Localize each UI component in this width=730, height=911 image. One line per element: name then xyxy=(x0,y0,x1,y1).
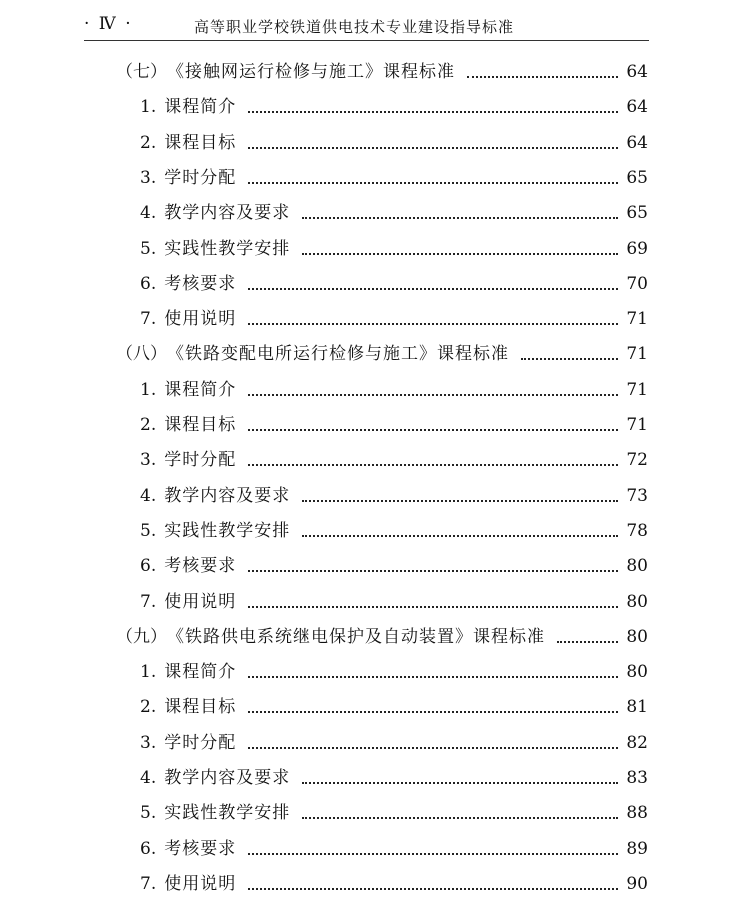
dot-leader xyxy=(248,710,618,713)
toc-entry-page-number: 65 xyxy=(626,167,648,188)
toc-entry-title: 实践性教学安排 xyxy=(164,520,291,541)
dot-leader xyxy=(248,322,618,325)
toc-entry-title: 学时分配 xyxy=(164,167,237,188)
toc-entry-title: 课程简介 xyxy=(164,662,237,683)
toc-entry-number: 2. xyxy=(140,132,157,153)
toc-entry-page-number: 64 xyxy=(626,97,648,118)
toc-entry-title: 课程目标 xyxy=(164,415,237,435)
toc-entry-title: 教学内容及要求 xyxy=(164,485,291,506)
toc-section-entry xyxy=(140,235,648,261)
toc-entry-number: 1. xyxy=(140,97,157,118)
toc-entry-number: 7. xyxy=(140,309,157,330)
toc-entry-page-number: 82 xyxy=(626,732,648,753)
dot-leader xyxy=(467,75,618,78)
toc-section-entry xyxy=(140,764,648,790)
toc-entry-number: （八） xyxy=(116,344,167,365)
toc-section-entry xyxy=(140,305,648,331)
toc-entry-title: 使用说明 xyxy=(164,591,237,612)
toc-entry-number: 1. xyxy=(140,662,157,683)
toc-entry-title: 考核要求 xyxy=(164,838,237,859)
toc-entry-title: 使用说明 xyxy=(164,309,237,330)
toc-entry-page-number: 71 xyxy=(626,415,648,435)
dot-leader xyxy=(248,605,618,608)
toc-entry-number: （七） xyxy=(116,62,167,82)
toc-entry-page-number: 64 xyxy=(626,62,648,82)
toc-section-entry xyxy=(140,870,648,896)
toc-entry-title: 考核要求 xyxy=(164,556,237,577)
toc-entry-number: 4. xyxy=(140,768,157,788)
toc-section-entry xyxy=(140,588,648,614)
toc-chapter-entry xyxy=(116,340,648,366)
dot-leader xyxy=(302,534,618,537)
toc-entry-number: 3. xyxy=(140,732,157,753)
toc-entry-number: 6. xyxy=(140,273,157,294)
toc-entry-number: 2. xyxy=(140,415,157,435)
toc-entry-title: 课程简介 xyxy=(164,379,237,400)
toc-section-entry xyxy=(140,482,648,508)
toc-entry-title: 《铁路变配电所运行检修与施工》课程标准 xyxy=(167,344,509,365)
dot-leader xyxy=(302,781,618,784)
dot-leader xyxy=(248,181,618,184)
toc-entry-page-number: 73 xyxy=(626,485,648,506)
dot-leader xyxy=(302,216,618,219)
dot-leader xyxy=(248,675,618,678)
toc-entry-title: 教学内容及要求 xyxy=(164,203,291,224)
toc-section-entry xyxy=(140,199,648,225)
toc-entry-page-number: 88 xyxy=(626,803,648,824)
toc-section-entry xyxy=(140,376,648,402)
toc-entry-page-number: 81 xyxy=(626,697,648,718)
toc-section-entry xyxy=(140,552,648,578)
toc-section-entry xyxy=(140,270,648,296)
dot-leader xyxy=(302,499,618,502)
toc-section-entry xyxy=(140,799,648,825)
toc-entry-number: 4. xyxy=(140,485,157,506)
toc-entry-title: 教学内容及要求 xyxy=(164,768,291,788)
toc-entry-title: 课程目标 xyxy=(164,697,237,718)
dot-leader xyxy=(521,357,618,360)
toc-entry-page-number: 71 xyxy=(626,379,648,400)
toc-entry-number: 4. xyxy=(140,203,157,224)
toc-entry-page-number: 69 xyxy=(626,238,648,259)
dot-leader xyxy=(248,110,618,113)
toc-entry-number: 5. xyxy=(140,238,157,259)
dot-leader xyxy=(248,463,618,466)
page-header xyxy=(84,10,649,41)
toc-section-entry xyxy=(140,446,648,472)
toc-entry-page-number: 71 xyxy=(626,309,648,330)
toc-section-entry xyxy=(140,658,648,684)
toc-entry-title: 学时分配 xyxy=(164,450,237,471)
toc-section-entry xyxy=(140,129,648,155)
toc-entry-page-number: 80 xyxy=(626,626,648,647)
toc-chapter-entry xyxy=(116,58,648,84)
toc-entry-page-number: 72 xyxy=(626,450,648,471)
toc-entry-title: 课程目标 xyxy=(164,132,237,153)
dot-leader xyxy=(248,428,618,431)
toc-entry-page-number: 70 xyxy=(626,273,648,294)
toc-entry-page-number: 80 xyxy=(626,556,648,577)
toc-entry-page-number: 90 xyxy=(626,873,648,894)
toc-entry-number: 3. xyxy=(140,167,157,188)
toc-entry-title: 课程简介 xyxy=(164,97,237,118)
dot-leader xyxy=(248,569,618,572)
toc-entry-page-number: 64 xyxy=(626,132,648,153)
toc-entry-title: 实践性教学安排 xyxy=(164,238,291,259)
dot-leader xyxy=(557,640,618,643)
toc-entry-page-number: 80 xyxy=(626,591,648,612)
dot-leader xyxy=(302,816,618,819)
toc-entry-page-number: 65 xyxy=(626,203,648,224)
toc-entry-page-number: 78 xyxy=(626,520,648,541)
toc-entry-page-number: 80 xyxy=(626,662,648,683)
toc-section-entry xyxy=(140,517,648,543)
dot-leader xyxy=(248,146,618,149)
dot-leader xyxy=(302,252,618,255)
dot-leader xyxy=(248,746,618,749)
toc-entry-number: 5. xyxy=(140,803,157,824)
toc-entry-number: （九） xyxy=(116,626,167,647)
toc-entry-number: 7. xyxy=(140,591,157,612)
toc-entry-page-number: 89 xyxy=(626,838,648,859)
toc-section-entry xyxy=(140,693,648,719)
toc-entry-page-number: 71 xyxy=(626,344,648,365)
toc-entry-title: 《铁路供电系统继电保护及自动装置》课程标准 xyxy=(167,626,545,647)
toc-entry-title: 学时分配 xyxy=(164,732,237,753)
dot-leader xyxy=(248,287,618,290)
running-title: 高等职业学校铁道供电技术专业建设指导标准 xyxy=(194,18,515,36)
toc-entry-title: 实践性教学安排 xyxy=(164,803,291,824)
toc-section-entry xyxy=(140,93,648,119)
dot-leader xyxy=(248,887,618,890)
toc-section-entry xyxy=(140,411,648,437)
toc-section-entry xyxy=(140,835,648,861)
page-number-roman: · Ⅳ · xyxy=(84,14,133,34)
toc-section-entry xyxy=(140,729,648,755)
toc-entry-number: 7. xyxy=(140,873,157,894)
toc-entry-number: 6. xyxy=(140,556,157,577)
toc-entry-number: 5. xyxy=(140,520,157,541)
toc-chapter-entry xyxy=(116,623,648,649)
toc-entry-number: 2. xyxy=(140,697,157,718)
toc-entry-number: 3. xyxy=(140,450,157,471)
toc-entry-number: 6. xyxy=(140,838,157,859)
toc-entry-number: 1. xyxy=(140,379,157,400)
toc-entry-title: 使用说明 xyxy=(164,873,237,894)
dot-leader xyxy=(248,852,618,855)
toc-entry-title: 考核要求 xyxy=(164,273,237,294)
toc-entry-page-number: 83 xyxy=(626,768,648,788)
toc-entry-title: 《接触网运行检修与施工》课程标准 xyxy=(167,62,455,82)
toc-section-entry xyxy=(140,164,648,190)
dot-leader xyxy=(248,393,618,396)
